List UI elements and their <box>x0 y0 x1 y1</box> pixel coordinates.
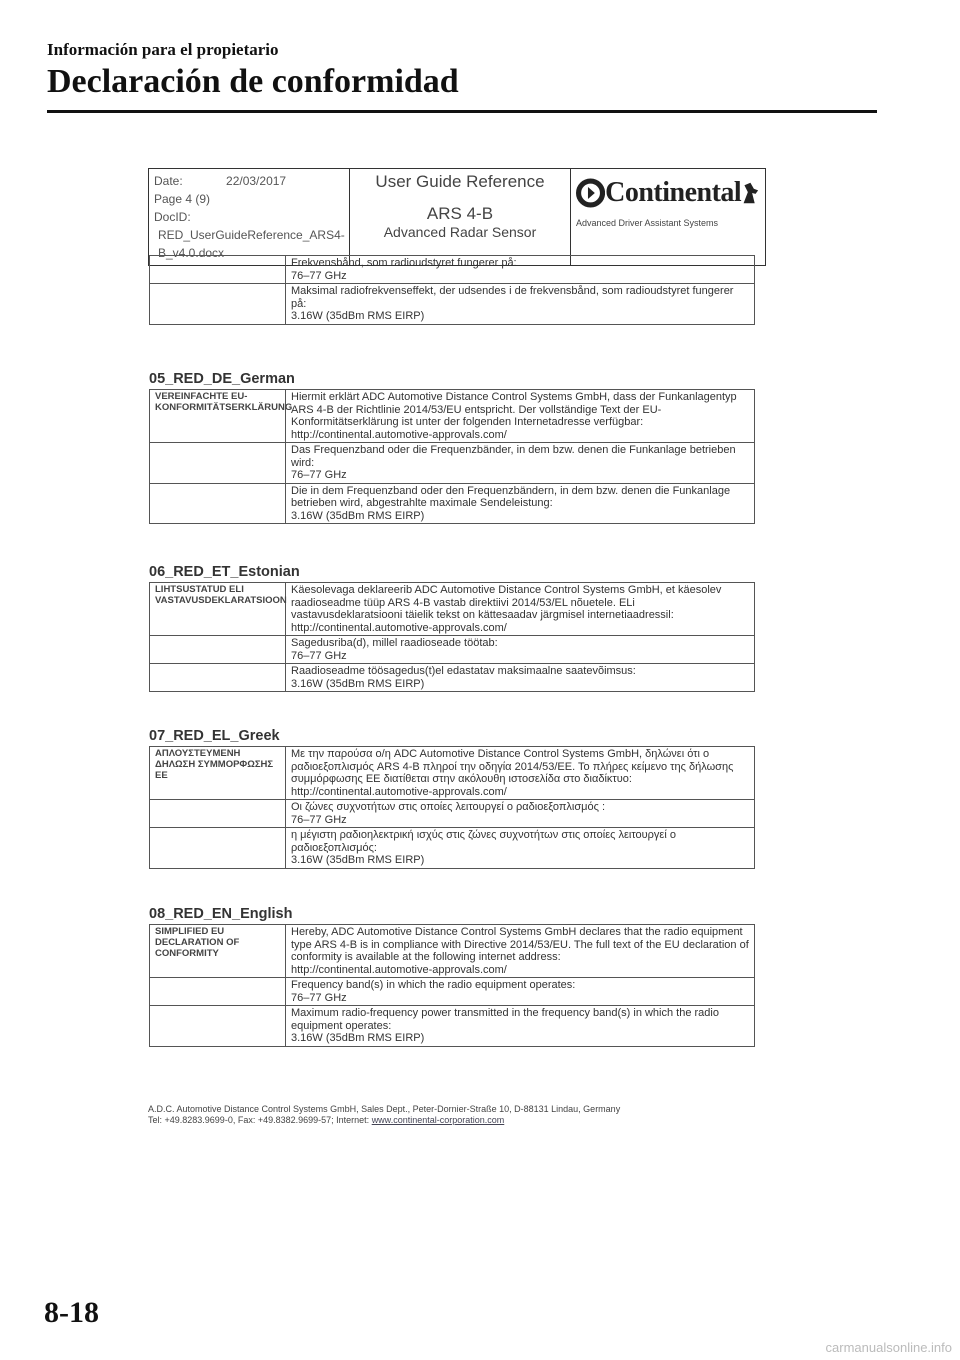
title-divider <box>47 110 877 113</box>
reference-cell <box>350 169 571 266</box>
row-text: Με την παρούσα ο/η ADC Automotive Distance Control Systems GmbH, δηλώνει ότι ο ραδιοεξοπλισμός ARS 4-B πληροί την οδηγία 2014/53/ΕΕ. Το πλήρες κείμενο της δήλωσης συμμόρφωσης ΕΕ διατίθεται στην ακόλουθη ιστοσελίδα στο διαδίκτυο: http://continental.automotive-approvals.com/ <box>286 747 755 800</box>
row-text: Frequency band(s) in which the radio equipment operates: 76–77 GHz <box>286 978 755 1006</box>
table-row <box>150 664 755 692</box>
row-key <box>150 443 286 484</box>
document-header-table <box>148 168 766 266</box>
row-text: Die in dem Frequenzband oder den Frequenzbändern, in dem bzw. denen die Funkanlage betrieben wird, abgestrahlte maximale Sendeleistung: 3.16W (35dBm RMS EIRP) <box>286 483 755 524</box>
danish-block <box>148 255 755 325</box>
row-key <box>150 636 286 664</box>
document-footer <box>148 1104 620 1126</box>
row-key <box>150 978 286 1006</box>
section-title: 05_RED_DE_German <box>149 371 295 387</box>
row-text: Maksimal radiofrekvenseffekt, der udsendes i de frekvensbånd, som radioudstyret fungerer på: 3.16W (35dBm RMS EIRP) <box>286 284 755 325</box>
row-text: Maximum radio-frequency power transmitted in the frequency band(s) in which the radio equipment operates: 3.16W (35dBm RMS EIRP) <box>286 1006 755 1047</box>
docid-value: RED_UserGuideReference_ARS4-B_v4.0.docx <box>158 228 345 260</box>
section-table <box>149 924 755 1047</box>
page-indicator: Page 4 (9) <box>154 192 211 206</box>
row-key <box>150 828 286 869</box>
horse-icon <box>741 178 760 208</box>
continental-o-icon <box>576 176 605 210</box>
table-row <box>150 747 755 800</box>
row-text: Raadioseadme töösagedus(t)el edastatav maksimaalne saatevõimsus: 3.16W (35dBm RMS EIRP) <box>286 664 755 692</box>
section-de <box>148 371 755 524</box>
row-text: Frekvensbånd, som radioudstyret fungerer på: 76–77 GHz <box>286 256 755 284</box>
section-title: 06_RED_ET_Estonian <box>149 564 300 580</box>
row-key: ΑΠΛΟΥΣΤΕΥΜΕΝΗ ΔΗΛΩΣΗ ΣΥΜΜΟΡΦΩΣΗΣ ΕΕ <box>150 747 286 800</box>
footer-address: A.D.C. Automotive Distance Control Systems GmbH, Sales Dept., Peter-Dornier-Straße 10, D-88131 Lindau, Germany <box>148 1104 621 1114</box>
row-key <box>150 256 286 284</box>
row-key <box>150 284 286 325</box>
row-text: Οι ζώνες συχνοτήτων στις οποίες λειτουργεί ο ραδιοεξοπλισμός : 76–77 GHz <box>286 800 755 828</box>
footer-contact <box>148 1115 620 1126</box>
table-row <box>150 800 755 828</box>
table-row <box>150 1006 755 1047</box>
footer-website-link[interactable]: www.continental-corporation.com <box>371 1115 505 1125</box>
page-title: Declaración de conformidad <box>47 63 459 100</box>
row-key <box>150 800 286 828</box>
doc-meta-cell <box>149 169 350 266</box>
table-row <box>150 443 755 484</box>
row-key <box>150 1006 286 1047</box>
docid-label: DocID: <box>154 210 191 224</box>
table-row <box>150 390 755 443</box>
row-key <box>150 664 286 692</box>
section-table <box>149 746 755 869</box>
section-table <box>149 582 755 692</box>
brand-subtitle: Advanced Driver Assistant Systems <box>576 218 719 228</box>
row-text: Sagedusriba(d), millel raadioseade töötab: 76–77 GHz <box>286 636 755 664</box>
brand-cell <box>571 169 766 266</box>
row-key: SIMPLIFIED EU DECLARATION OF CONFORMITY <box>150 925 286 978</box>
table-row <box>150 978 755 1006</box>
model-name: ARS 4-B <box>426 204 494 223</box>
brand-wordmark: Continental <box>605 177 742 208</box>
table-row <box>150 284 755 325</box>
table-row <box>150 828 755 869</box>
danish-table <box>149 255 755 325</box>
row-key: LIHTSUSTATUD ELI VASTAVUSDEKLARATSIOON <box>150 583 286 636</box>
row-text: Das Frequenzband oder die Frequenzbänder, in dem bzw. denen die Funkanlage betrieben wird: 76–77 GHz <box>286 443 755 484</box>
table-row <box>150 483 755 524</box>
table-row <box>150 925 755 978</box>
section-table <box>149 389 755 524</box>
model-subtitle: Advanced Radar Sensor <box>383 224 537 240</box>
row-key <box>150 483 286 524</box>
section-el <box>148 728 755 869</box>
row-text: Hereby, ADC Automotive Distance Control Systems GmbH declares that the radio equipment type ARS 4-B is in compliance with Directive 2014/53/EU. The full text of the EU declaration of conformity is available at the following internet address: http://continental.automotive-approvals.com/ <box>286 925 755 978</box>
row-key: VEREINFACHTE EU-KONFORMITÄTSERKLÄRUNG <box>150 390 286 443</box>
continental-logo <box>576 176 760 210</box>
section-label: Información para el propietario <box>47 40 279 59</box>
site-watermark: carmanualsonline.info <box>825 1340 952 1355</box>
date-label: Date: <box>154 174 183 188</box>
document-scan <box>148 168 766 266</box>
section-title: 07_RED_EL_Greek <box>149 728 280 744</box>
section-et <box>148 564 755 692</box>
section-en <box>148 906 755 1047</box>
footer-phone: Tel: +49.8283.9699-0, Fax: +49.8382.9699-57; Internet: <box>148 1115 370 1125</box>
row-text: Hiermit erklärt ADC Automotive Distance Control Systems GmbH, dass der Funkanlagentyp ARS 4-B der Richtlinie 2014/53/EU entspricht. Der vollständige Text der EU-Konformitätserklärung ist unter der folgenden Internetadresse verfügbar: http://continental.automotive-approvals.com/ <box>286 390 755 443</box>
reference-title: User Guide Reference <box>375 172 545 191</box>
page-number: 8-18 <box>44 1296 99 1329</box>
table-row <box>150 583 755 636</box>
table-row <box>150 636 755 664</box>
section-title: 08_RED_EN_English <box>149 906 293 922</box>
row-text: Käesolevaga deklareerib ADC Automotive Distance Control Systems GmbH, et käesolev raadioseadme tüüp ARS 4-B vastab direktiivi 2014/53/EL nõuetele. ELi vastavusdeklaratsiooni täielik tekst on kättesaadav järgmisel internetiaadressil: http://continental.automotive-approvals.com/ <box>286 583 755 636</box>
table-row <box>150 256 755 284</box>
date-value: 22/03/2017 <box>226 174 287 188</box>
page-header <box>47 40 877 102</box>
row-text: η μέγιστη ραδιοηλεκτρική ισχύς στις ζώνες συχνοτήτων στις οποίες λειτουργεί ο ραδιοεξοπλισμός: 3.16W (35dBm RMS EIRP) <box>286 828 755 869</box>
